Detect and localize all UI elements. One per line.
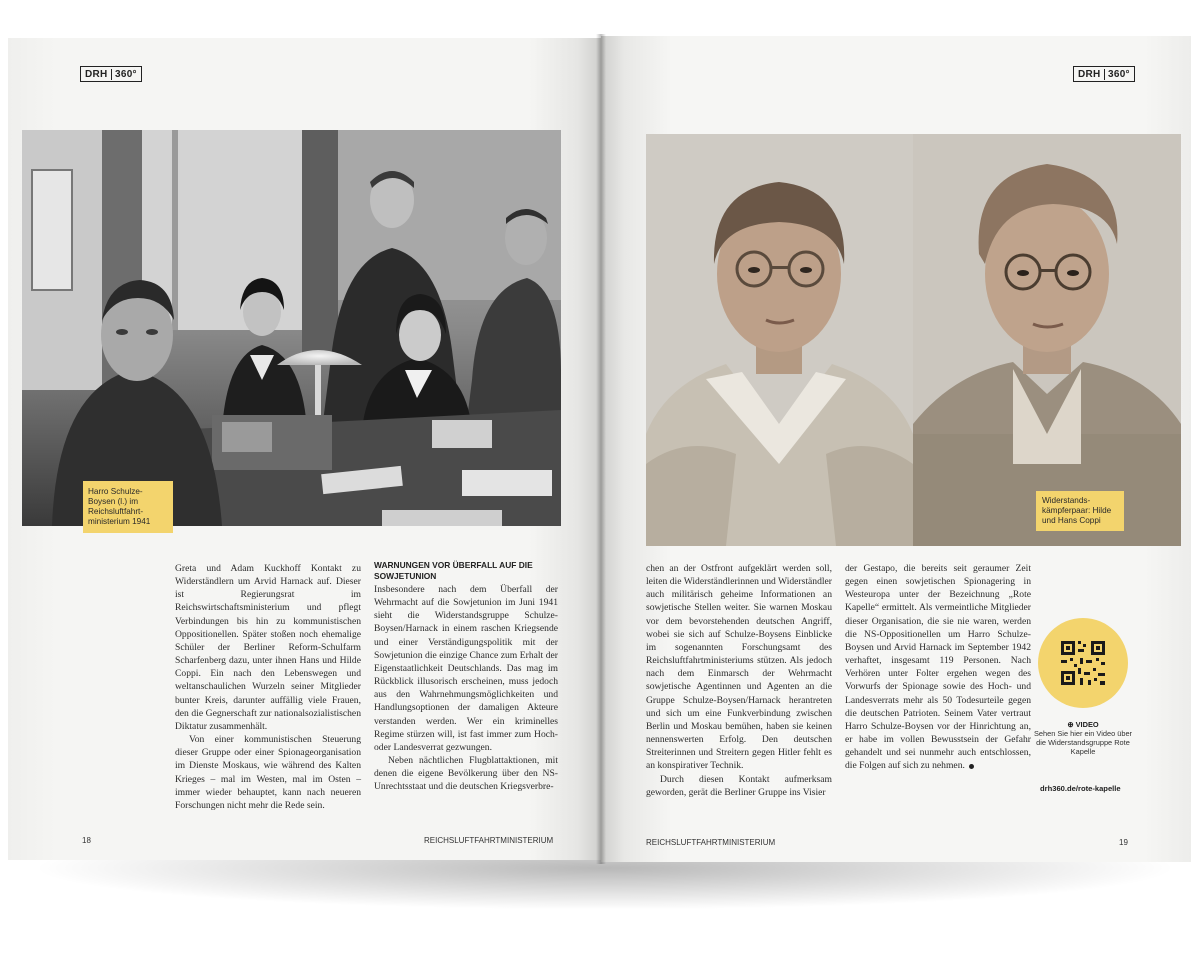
left-column-2	[374, 560, 558, 794]
video-description: Sehen Sie hier ein Video über die Widerstandsgruppe Rote Kapelle	[1033, 729, 1133, 756]
left-photo-caption: Harro Schulze-Boysen (l.) im Reichsluftfahrt-ministerium 1941	[83, 481, 173, 533]
right-section-title: REICHSLUFTFAHRTMINISTERIUM	[646, 838, 776, 847]
drh360-logo	[80, 66, 142, 82]
left-column-1	[175, 562, 361, 812]
right-column-2	[845, 562, 1031, 773]
left-section-title: REICHSLUFTFAHRTMINISTERIUM	[424, 836, 554, 845]
left-col2-paragraph-1: Insbesondere nach dem Überfall der Wehrmacht auf die Sowjetunion im Juni 1941 sieht die Widerstandsgruppe Schulze-Boysen/Harnack in einem raschen Kriegsende und einer Verständigungspolitik mit der Sowjetunion die einzige Chance zum Erhalt der Eigenstaatlichkeit Deutschlands. Das mag im Rückblick illusorisch erscheinen, muss jedoch aus den Wahrnehmungsmöglichkeiten und Handlungsoptionen der damaligen Akteure verstanden werden. Wer ein kriminelles Regime stürzen will, ist fast immer zum Hoch- oder Landesverrat gezwungen.	[374, 584, 558, 753]
video-teaser[interactable]	[1033, 720, 1133, 756]
right-page	[601, 36, 1191, 862]
hans-coppi-portrait	[913, 134, 1181, 546]
qr-code-icon	[1038, 618, 1128, 708]
drh360-logo-right	[1073, 66, 1135, 82]
book-gutter	[596, 34, 606, 864]
logo-brand: DRH	[85, 69, 108, 80]
right-column-1	[646, 562, 832, 799]
right-col1-paragraph-1: chen an der Ostfront aufgeklärt werden soll, leiten die Widerständlerinnen und Widerständler auch militärisch geheime Informationen an sowjetische Stellen weiter. Sie warnen Moskau vor dem bevorstehenden deutschen Angriff, wobei sie sich auf Schulze-Boysens Einblicke im sogenannten Forschungsamt des Reichsluftfahrtministeriums stützen. Als jedoch nach dem Einmarsch der Wehrmacht sowjetische Agentinnen und Agenten an die Gruppe Schulze-Boysen/Harnack herantreten und sich um eine Funkverbindung zwischen Berlin und Moskau bemühen, haben sie keinen nennenswerten Erfolg. Den deutschen Streiterinnen und Streitern gegen Hitler fehlt es an konspirativer Technik.	[646, 563, 832, 772]
left-page-number: 18	[82, 836, 91, 845]
end-mark-icon	[969, 764, 974, 769]
video-title: VIDEO	[1075, 720, 1099, 729]
left-col2-paragraph-2: Neben nächtlichen Flugblattaktionen, mit denen die eigene Bevölkerung über den NS-Unrechtsstaat und die deutschen Kriegsverbre-	[374, 755, 558, 793]
section-heading: WARNUNGEN VOR ÜBERFALL AUF DIE SOWJETUNION	[374, 560, 533, 581]
qr-code-badge[interactable]	[1038, 618, 1128, 708]
play-circle-icon: ⊕	[1067, 720, 1074, 729]
left-col1-paragraph-1: Greta und Adam Kuckhoff Kontakt zu Widerständlern um Arvid Harnack auf. Dieser ist Regierungsrat im Reichswirtschaftsministerium und pflegt Verbindungen bis hin zu kommunistischen Oppositionellen. Später stoßen noch ehemalige Schüler der Berliner Reform-Schulfarm Scharfenberg dazu, unter ihnen Hans und Hilde Coppi. Ein nach den Lebenswegen und weltanschaulichen Wurzeln seiner Mitglieder bunter Kreis, darunter auffällig viele Frauen, den die Gegnerschaft zur nationalsozialistischen Diktatur zusammenhält.	[175, 563, 361, 732]
office-group-photo	[22, 130, 561, 526]
right-photo-caption: Widerstands-kämpferpaar: Hilde und Hans Coppi	[1036, 491, 1124, 531]
right-col2-paragraph-1: der Gestapo, die bereits seit geraumer Zeit gegen einen sowjetischen Spionagering in Westeuropa unter der Bezeichnung „Rote Kapelle“ ermittelt. Als vermeintliche Mitglieder dieser Organisation, die sie nie waren, werden die NS-Oppositionellen um Harro Schulze-Boysen und Arvid Harnack im September 1942 verhaftet, insgesamt 119 Personen. Nach Verhören unter Folter ergehen wegen des Vorwurfs der Spionage sowie des Hoch- und Landesverrats mehr als 50 Todesurteile gegen die deutschen Patrioten. Seinem Vater vertraut Harro Schulze-Boysen vor der Hinrichtung an, er habe im vollen Bewusstsein der Gefahr gehandelt und sei nunmehr auch entschlossen, die Folgen auf sich zu nehmen.	[845, 563, 1031, 772]
logo-brand: DRH	[1078, 69, 1101, 80]
right-page-number: 19	[1119, 838, 1128, 847]
hilde-coppi-portrait	[646, 134, 913, 546]
logo-suffix: 360°	[1107, 69, 1130, 80]
video-url-link[interactable]: drh360.de/rote-kapelle	[1040, 784, 1121, 793]
logo-suffix: 360°	[114, 69, 137, 80]
left-col1-paragraph-2: Von einer kommunistischen Steuerung dieser Gruppe oder einer Spionageorganisation im Dienste Moskaus, wie während des Kalten Krieges – mal im Westen, mal im Osten – immer wieder behauptet, kann nach neueren Forschungen nicht mehr die Rede sein.	[175, 734, 361, 811]
right-col1-paragraph-2: Durch diesen Kontakt aufmerksam geworden, gerät die Berliner Gruppe ins Visier	[646, 773, 832, 798]
left-page	[8, 38, 601, 860]
